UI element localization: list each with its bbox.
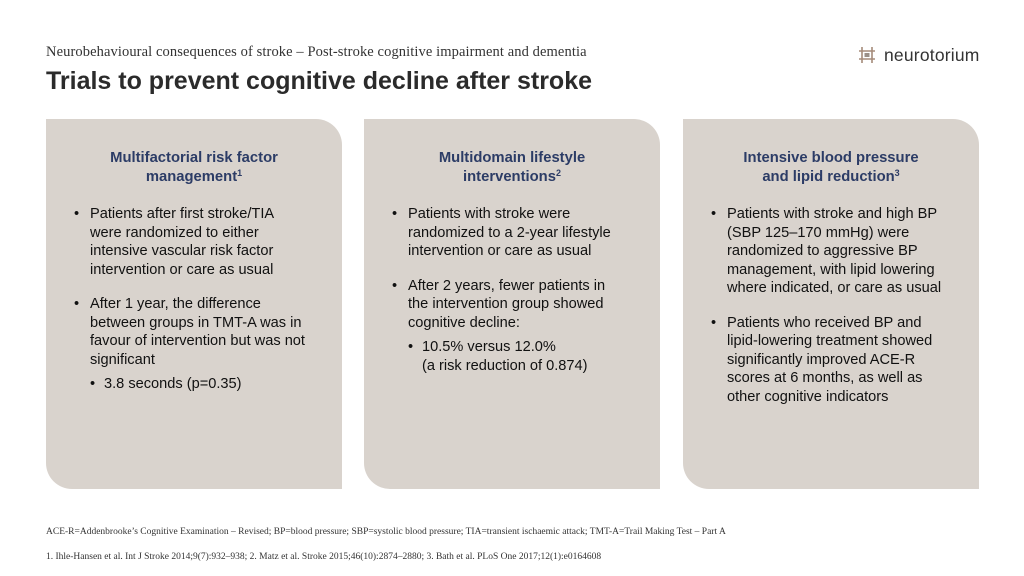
bullet: • Patients with stroke were randomized to a 2-year lifestyle intervention or care as usual xyxy=(392,205,640,261)
bullet: • After 1 year, the difference between groups in TMT-A was in favour of intervention but was not significant xyxy=(74,295,322,369)
card-bp-lipid-reduction xyxy=(683,119,979,489)
card-heading: Intensive blood pressure and lipid reduction$^3$ xyxy=(743,150,919,185)
card-risk-factor-management xyxy=(46,119,342,489)
logo-text: neurotorium xyxy=(884,44,980,65)
slide-title: Trials to prevent cognitive decline after stroke xyxy=(46,67,593,95)
bullet: • Patients with stroke and high BP (SBP 125–170 mmHg) were randomized to aggressive BP management, with lipid lowering where indicated, or care as usual xyxy=(711,205,959,298)
reference-marker: 1 xyxy=(237,168,243,178)
card-body xyxy=(392,205,640,391)
card-heading: Multidomain lifestyle interventions$^2$ xyxy=(438,150,586,185)
bullet: • Patients who received BP and lipid-lowering treatment showed significantly improved ACE-R scores at 6 months, as well as other cognitive indicators xyxy=(711,314,959,407)
reference-marker: 2 xyxy=(555,168,561,178)
card-lifestyle-interventions xyxy=(364,119,660,489)
sub-bullet: • 3.8 seconds (p=0.35) xyxy=(74,375,322,394)
sub-bullet: • 10.5% versus 12.0% (a risk reduction of 0.874) xyxy=(392,338,640,375)
neurotorium-logo[interactable] xyxy=(856,44,980,66)
neurotorium-logo-icon xyxy=(856,44,878,66)
references-footnote: 1. Ihle-Hansen et al. Int J Stroke 2014;9(7):932–938; 2. Matz et al. Stroke 2015;46(10):2874–2880; 3. Bath et al. PLoS One 2017;12(1):e0164608 xyxy=(46,552,602,562)
bullet: • After 2 years, fewer patients in the intervention group showed cognitive decline: xyxy=(392,277,640,333)
card-body xyxy=(74,205,322,410)
card-body xyxy=(711,205,959,422)
card-heading: Multifactorial risk factor management$^1$ xyxy=(110,150,278,185)
bullet: • Patients after first stroke/TIA were randomized to either intensive vascular risk factor intervention or care as usual xyxy=(74,205,322,279)
abbreviations-footnote: ACE-R=Addenbrooke’s Cognitive Examination – Revised; BP=blood pressure; SBP=systolic blood pressure; TIA=transient ischaemic attack; TMT-A=Trail Making Test – Part A xyxy=(46,527,726,537)
slide-subtitle: Neurobehavioural consequences of stroke – Post-stroke cognitive impairment and dementia xyxy=(46,44,587,60)
reference-marker: 3 xyxy=(894,168,900,178)
